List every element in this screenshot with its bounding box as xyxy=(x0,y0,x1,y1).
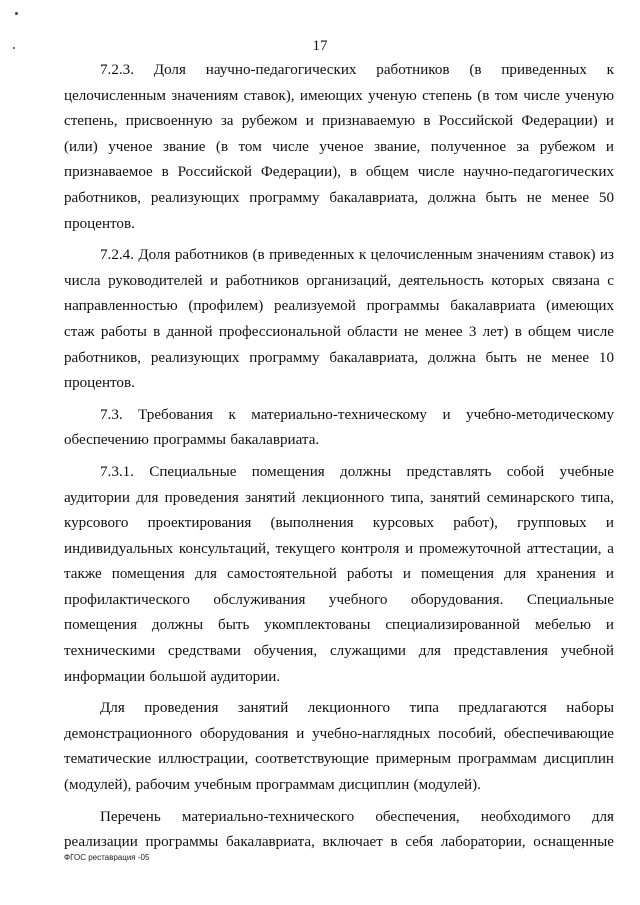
paragraph-equipment-list: Перечень материально-технического обеспечения, необходимого для реализации программы бакалавриата, включает в себя лаборатории, оснащенные xyxy=(64,808,614,851)
footer-note: ФГОС реставрация -05 xyxy=(64,853,150,862)
document-body xyxy=(64,58,614,862)
paragraph-7-2-3: 7.2.3. Доля научно-педагогических работников (в приведенных к целочисленным значениям ставок), имеющих ученую степень (в том числе ученую степень, присвоенную за рубежом и признаваемую в Российской Федерации) и (или) ученое звание (в том числе ученое звание, полученное за рубежом и признаваемое в Российской Федерации), в общем числе научно-педагогических работников, реализующих программу бакалавриата, должна быть не менее 50 процентов. xyxy=(64,62,614,232)
paragraph-7-2-4: 7.2.4. Доля работников (в приведенных к целочисленным значениям ставок) из числа руководителей и работников организаций, деятельность которых связана с направленностью (профилем) реализуемой программы бакалавриата (имеющих стаж работы в данной профессиональной области не менее 3 лет) в общем числе работников, реализующих программу бакалавриата, должна быть не менее 10 процентов. xyxy=(64,247,614,392)
paragraph-lecture-equipment: Для проведения занятий лекционного типа предлагаются наборы демонстрационного оборудования и учебно-наглядных пособий, обеспечивающие тематические иллюстрации, соответствующие примерным программам дисциплин (модулей), рабочим учебным программам дисциплин (модулей). xyxy=(64,700,614,794)
paragraph-7-3-1: 7.3.1. Специальные помещения должны представлять собой учебные аудитории для проведения занятий лекционного типа, занятий семинарского типа, курсового проектирования (выполнения курсовых работ), групповых и индивидуальных консультаций, текущего контроля и промежуточной аттестации, а также помещения для самостоятельной работы и помещения для хранения и профилактического обслуживания учебного оборудования. Специальные помещения должны быть укомплектованы специализированной мебелью и техническими средствами обучения, служащими для представления учебной информации большой аудитории. xyxy=(64,463,614,685)
page-number: 17 xyxy=(312,38,328,54)
scan-speck xyxy=(15,12,18,15)
paragraph-7-3: 7.3. Требования к материально-техническому и учебно-методическому обеспечению программы бакалавриата. xyxy=(64,406,614,449)
